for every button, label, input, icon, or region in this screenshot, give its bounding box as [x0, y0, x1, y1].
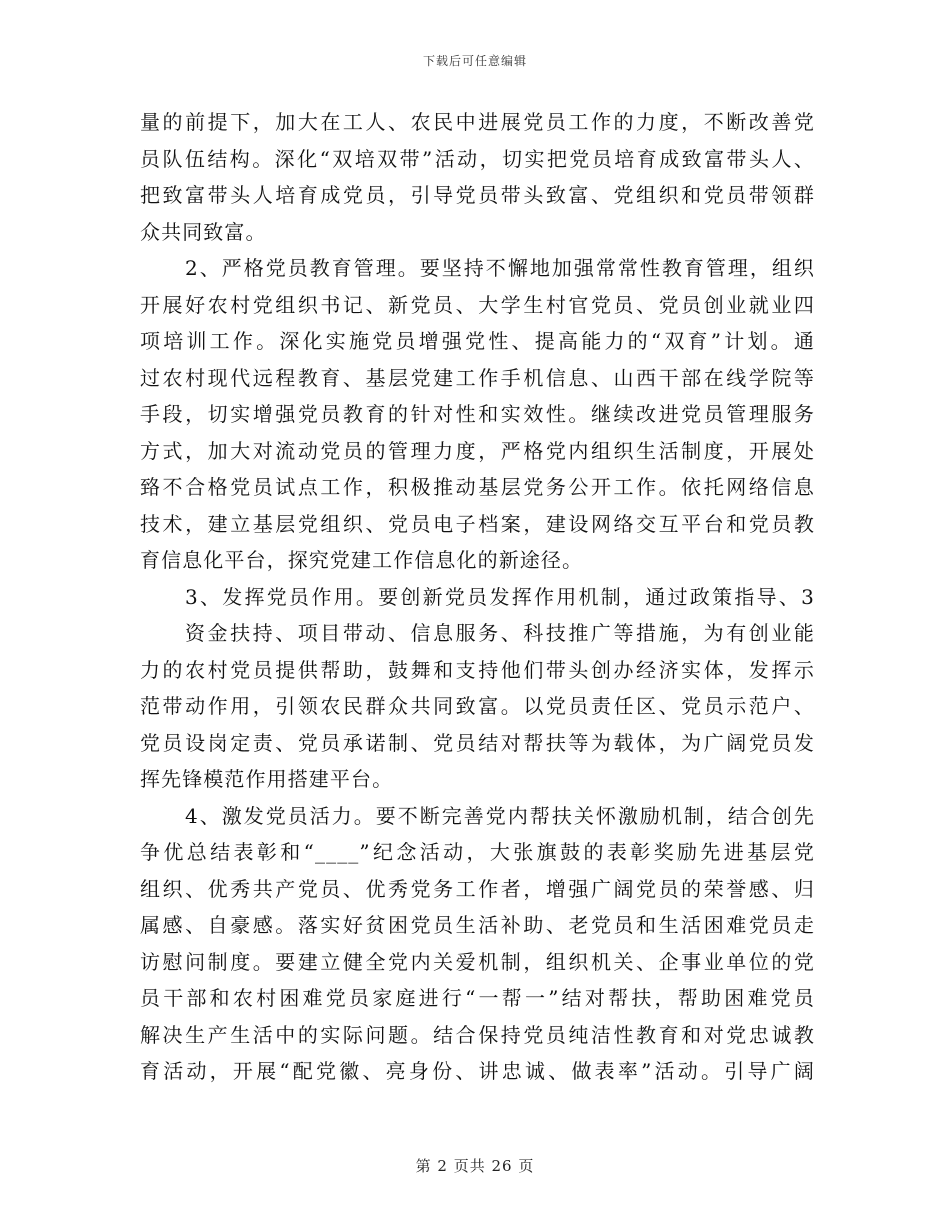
text-line: 过农村现代远程教育、基层党建工作手机信息、山西干部在线学院等: [140, 365, 815, 390]
text-line: 手段，切实增强党员教育的针对性和实效性。继续改进党员管理服务: [140, 402, 815, 426]
text-line: 项培训工作。深化实施党员增强党性、提高能力的“双育”计划。通: [140, 329, 815, 353]
text-line: 员干部和农村困难党员家庭进行“一帮一”结对帮扶，帮助困难党员: [140, 986, 815, 1010]
page-footer: 第 2 页共 26 页: [415, 1157, 535, 1175]
text-line: 资金扶持、项目带动、信息服务、科技推广等措施，为有创业能: [185, 621, 815, 645]
text-line: 量的前提下，加大在工人、农民中进展党员工作的力度，不断改善党: [140, 110, 815, 134]
paragraph-3-heading-line: 3、发挥党员作用。要创新党员发挥作用机制，通过政策指导、3: [185, 584, 815, 609]
text-line: 员队伍结构。深化“双培双带”活动，切实把党员培育成致富带头人、: [140, 146, 815, 171]
text-line: 组织、优秀共产党员、优秀党务工作者，增强广阔党员的荣誉感、归: [140, 876, 815, 901]
paragraph-4-heading-line: 4、激发党员活力。要不断完善党内帮扶关怀激励机制，结合创先: [185, 803, 815, 828]
text-line: 众共同致富。: [140, 219, 267, 244]
text-line: 技术，建立基层党组织、党员电子档案，建设网络交互平台和党员教: [140, 511, 815, 536]
text-line: 把致富带头人培育成党员，引导党员带头致富、党组织和党员带领群: [140, 183, 815, 207]
text-line: 党员设岗定责、党员承诺制、党员结对帮扶等为载体，为广阔党员发: [140, 730, 815, 755]
page-header: 下载后可任意编辑: [422, 54, 527, 68]
text-line: 争优总结表彰和“____”纪念活动，大张旗鼓的表彰奖励先进基层党: [140, 840, 815, 864]
document-body: [140, 104, 815, 1090]
text-line: 育活动，开展“配党徽、亮身份、讲忠诚、做表率”活动。引导广阔: [140, 1059, 815, 1083]
text-line: 方式，加大对流动党员的管理力度，严格党内组织生活制度，开展处: [140, 438, 815, 463]
text-line: 开展好农村党组织书记、新党员、大学生村官党员、党员创业就业四: [140, 292, 815, 317]
text-line: 解决生产生活中的实际问题。结合保持党员纯洁性教育和对党忠诚教: [140, 1022, 815, 1047]
text-line: 臵不合格党员试点工作，积极推动基层党务公开工作。依托网络信息: [140, 475, 815, 499]
text-line: 挥先锋模范作用搭建平台。: [140, 767, 394, 791]
text-line: 属感、自豪感。落实好贫困党员生活补助、老党员和生活困难党员走: [140, 913, 815, 937]
paragraph-2-heading-line: 2、严格党员教育管理。要坚持不懈地加强常常性教育管理，组织: [185, 256, 815, 280]
text-line: 育信息化平台，探究党建工作信息化的新途径。: [140, 548, 584, 572]
text-line: 范带动作用，引领农民群众共同致富。以党员责任区、党员示范户、: [140, 694, 815, 718]
text-line: 访慰问制度。要建立健全党内关爱机制，组织机关、企事业单位的党: [140, 949, 815, 974]
text-line: 力的农村党员提供帮助，鼓舞和支持他们带头创办经济实体，发挥示: [140, 657, 815, 682]
